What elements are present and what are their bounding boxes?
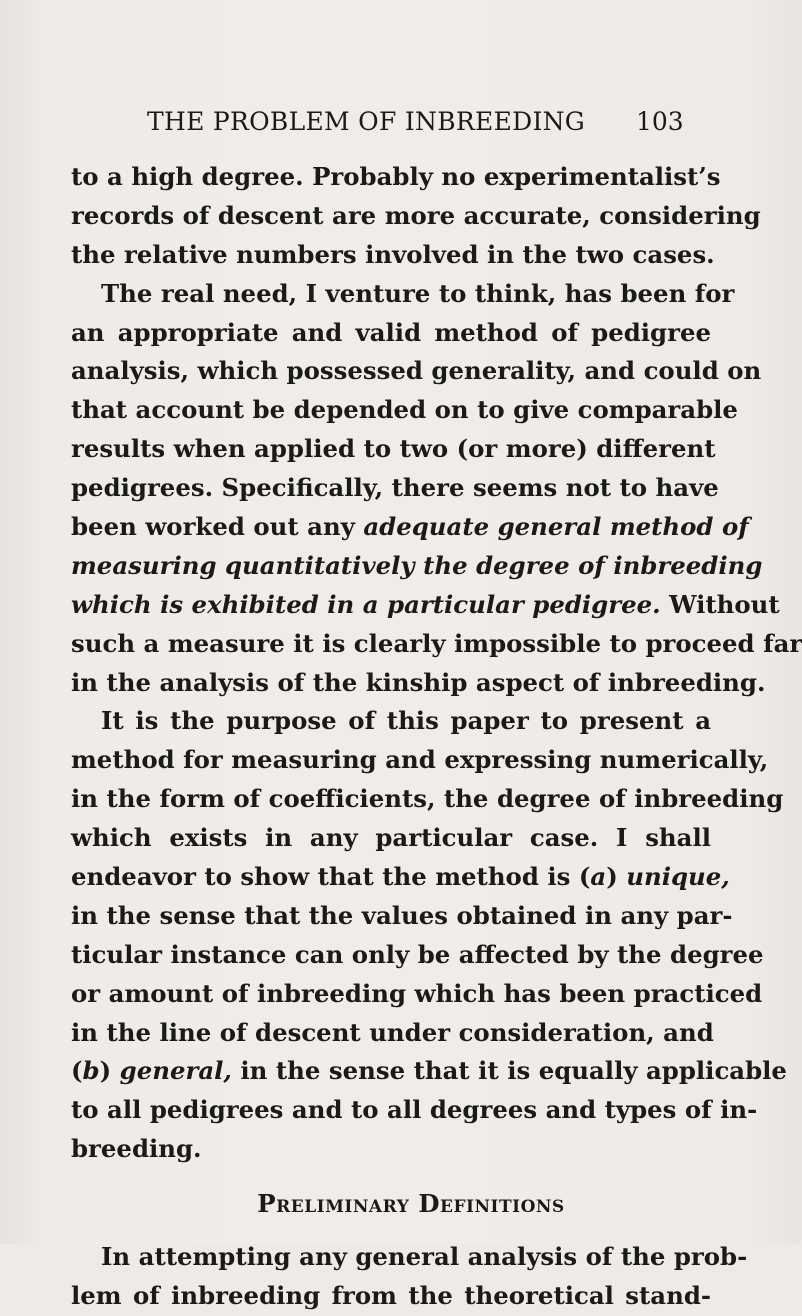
text-line: In attempting any general analysis of the prob- xyxy=(101,1242,748,1272)
text-line: that account be depended on to give comparable xyxy=(71,395,738,425)
text-line: an appropriate and valid method of pedigree xyxy=(71,317,711,347)
text-line: records of descent are more accurate, considering xyxy=(71,200,761,230)
running-head-title: THE PROBLEM OF INBREEDING xyxy=(147,107,586,136)
italic-span: general, xyxy=(119,1056,232,1086)
text-line: in the analysis of the kinship aspect of inbreeding. xyxy=(71,667,766,697)
text-line: results when applied to two (or more) different xyxy=(71,434,716,464)
italic-span: adequate general method of xyxy=(363,512,749,542)
text-line xyxy=(71,508,749,547)
text-line xyxy=(71,858,730,897)
body-text xyxy=(71,158,802,1316)
text-line: breeding. xyxy=(71,1134,202,1164)
italic-span: measuring quantitatively the degree of inbreeding xyxy=(71,550,763,580)
italic-span: which is exhibited in a particular pedigree. xyxy=(71,589,661,619)
text-span: ( xyxy=(71,1056,83,1086)
text-line: or amount of inbreeding which has been practiced xyxy=(71,978,763,1008)
text-line xyxy=(71,1052,787,1091)
text-line: to all pedigrees and to all degrees and types of in- xyxy=(71,1095,758,1125)
text-line: ticular instance can only be affected by the degree xyxy=(71,939,764,969)
text-line xyxy=(71,586,780,625)
italic-span: unique, xyxy=(626,862,730,892)
text-line: analysis, which possessed generality, and could on xyxy=(71,356,762,386)
text-line: which exists in any particular case. I shall xyxy=(71,823,711,853)
text-line: The real need, I venture to think, has been for xyxy=(101,278,735,308)
text-span: been worked out any xyxy=(71,512,364,542)
text-line: to a high degree. Probably no experimentalist’s xyxy=(71,162,721,191)
text-line xyxy=(71,547,763,586)
text-span: Without xyxy=(660,589,780,619)
text-span: ) xyxy=(606,862,627,892)
text-line: in the line of descent under consideration, and xyxy=(71,1017,714,1047)
text-line: It is the purpose of this paper to present a xyxy=(101,706,711,736)
text-line: method for measuring and expressing numerically, xyxy=(71,745,769,775)
italic-span: b xyxy=(82,1056,100,1086)
text-span: endeavor to show that the method is ( xyxy=(71,862,591,892)
text-line: in the sense that the values obtained in any par- xyxy=(71,900,733,930)
text-line: pedigrees. Specifically, there seems not to have xyxy=(71,473,719,503)
text-span: in the sense that it is equally applicable xyxy=(231,1056,787,1086)
italic-span: a xyxy=(590,862,607,892)
text-span: ) xyxy=(99,1056,120,1086)
text-line: such a measure it is clearly impossible to proceed far xyxy=(71,628,802,658)
section-heading: Preliminary Definitions xyxy=(257,1189,565,1219)
text-line: in the form of coefficients, the degree of inbreeding xyxy=(71,784,784,814)
text-line: the relative numbers involved in the two cases. xyxy=(71,239,715,269)
text-line: lem of inbreeding from the theoretical stand- xyxy=(71,1280,711,1310)
page-number: 103 xyxy=(636,107,684,136)
